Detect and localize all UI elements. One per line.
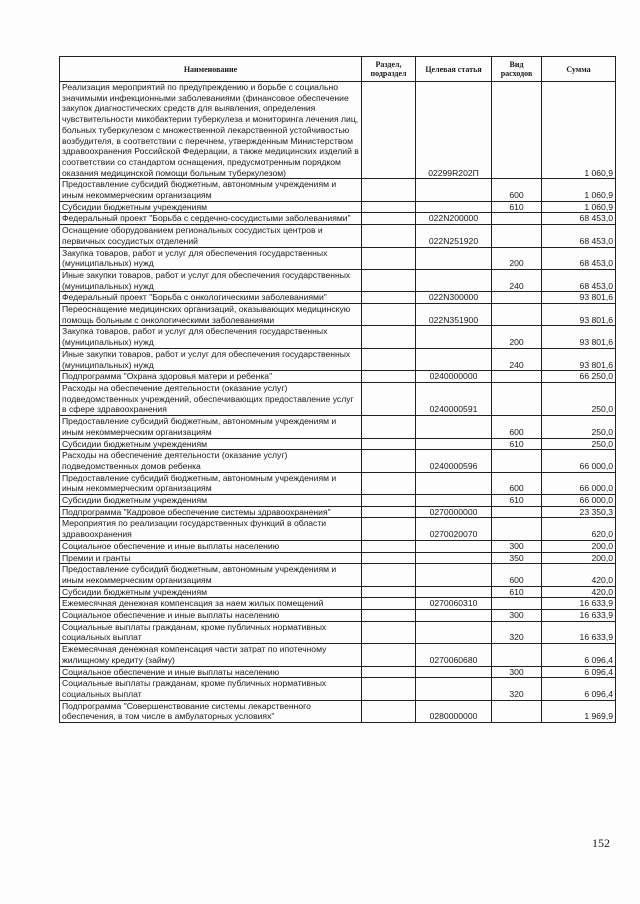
table-row [60,382,616,415]
cell-expense: 200 [492,326,542,348]
table-row [60,540,616,552]
cell-target: 0270060680 [416,644,492,666]
cell-section [362,269,416,291]
cell-section [362,201,416,213]
cell-section [362,450,416,472]
cell-section [362,610,416,622]
cell-section [362,225,416,247]
table-row [60,666,616,678]
cell-section [362,304,416,326]
cell-section [362,438,416,450]
cell-name: Федеральный проект "Борьба с сердечно-сосудистыми заболеваниями" [60,213,362,225]
cell-expense [492,518,542,540]
cell-sum: 200,0 [542,552,616,564]
cell-expense [492,506,542,518]
cell-expense [492,292,542,304]
cell-sum: 93 801,6 [542,304,616,326]
cell-target: 0240000000 [416,371,492,383]
cell-target [416,621,492,643]
cell-expense [492,213,542,225]
cell-target: 0240000596 [416,450,492,472]
cell-expense: 600 [492,564,542,586]
table-row [60,326,616,348]
table-row [60,518,616,540]
cell-target: 0270000000 [416,506,492,518]
cell-sum: 68 453,0 [542,213,616,225]
cell-name: Иные закупки товаров, работ и услуг для обеспечения государственных (муниципальных) нужд [60,269,362,291]
table-row [60,495,616,507]
cell-section [362,179,416,201]
cell-name: Субсидии бюджетным учреждениям [60,495,362,507]
cell-name: Предоставление субсидий бюджетным, автономным учреждениям и иным некоммерческим организациям [60,472,362,494]
cell-name: Оснащение оборудованием региональных сосудистых центров и первичных сосудистых отделений [60,225,362,247]
cell-target [416,472,492,494]
cell-sum: 68 453,0 [542,225,616,247]
cell-expense: 600 [492,472,542,494]
cell-section [362,247,416,269]
cell-name: Субсидии бюджетным учреждениям [60,586,362,598]
cell-sum: 250,0 [542,438,616,450]
cell-section [362,700,416,722]
cell-expense [492,700,542,722]
cell-name: Реализация мероприятий по предупреждению и борьбе с социально значимыми инфекционными заболеваниями (финансовое обеспечение закупок диагностических средств для выявления, определения чувствительности микобактерии туберкулеза и мониторинга лечения лиц, больных туберкулезом с множественной лекарственной устойчивостью возбудителя, в соответствии с перечнем, утвержденным Министерством здравоохранения Российской Федерации, а также медицинских изделий в соответствии со стандартом оснащения, предусмотренным порядком оказания медицинской помощи больным туберкулезом) [60,82,362,179]
cell-expense [492,382,542,415]
cell-expense: 300 [492,540,542,552]
table-row [60,247,616,269]
cell-target [416,201,492,213]
cell-name: Социальные выплаты гражданам, кроме публичных нормативных социальных выплат [60,678,362,700]
header-expense: Вид расходов [492,57,542,82]
cell-target: 0280000000 [416,700,492,722]
table-row [60,506,616,518]
cell-sum: 1 060,9 [542,82,616,179]
cell-section [362,540,416,552]
cell-expense [492,225,542,247]
cell-target [416,326,492,348]
cell-target [416,564,492,586]
cell-sum: 620,0 [542,518,616,540]
cell-target [416,552,492,564]
cell-expense: 200 [492,247,542,269]
header-name: Наименование [60,57,362,82]
cell-target [416,247,492,269]
cell-section [362,678,416,700]
cell-target: 022N200000 [416,213,492,225]
cell-section [362,326,416,348]
cell-name: Ежемесячная денежная компенсация части затрат по ипотечному жилищному кредиту (займу) [60,644,362,666]
cell-target [416,540,492,552]
cell-expense [492,82,542,179]
cell-sum: 66 000,0 [542,450,616,472]
cell-section [362,416,416,438]
table-row [60,213,616,225]
cell-sum: 68 453,0 [542,269,616,291]
cell-expense: 240 [492,269,542,291]
table-header-row [60,57,616,82]
cell-expense [492,304,542,326]
header-target: Целевая статья [416,57,492,82]
cell-expense [492,450,542,472]
table-row [60,700,616,722]
cell-name: Расходы на обеспечение деятельности (оказание услуг) подведомственных домов ребенка [60,450,362,472]
table-row [60,348,616,370]
cell-sum: 16 633,9 [542,610,616,622]
cell-target: 0270020070 [416,518,492,540]
cell-section [362,598,416,610]
cell-name: Предоставление субсидий бюджетным, автономным учреждениям и иным некоммерческим организациям [60,179,362,201]
cell-sum: 66 000,0 [542,472,616,494]
cell-sum: 1 060,9 [542,179,616,201]
cell-sum: 68 453,0 [542,247,616,269]
cell-section [362,552,416,564]
cell-section [362,495,416,507]
table-row [60,598,616,610]
table-row [60,621,616,643]
cell-name: Закупка товаров, работ и услуг для обеспечения государственных (муниципальных) нужд [60,326,362,348]
cell-expense: 610 [492,495,542,507]
cell-target [416,438,492,450]
cell-target: 022N300000 [416,292,492,304]
cell-sum: 6 096,4 [542,644,616,666]
cell-sum: 93 801,6 [542,326,616,348]
cell-section [362,472,416,494]
cell-name: Переоснащение медицинских организаций, оказывающих медицинскую помощь больным с онкологическими заболеваниями [60,304,362,326]
cell-sum: 93 801,6 [542,348,616,370]
cell-name: Социальные выплаты гражданам, кроме публичных нормативных социальных выплат [60,621,362,643]
cell-section [362,666,416,678]
cell-target [416,610,492,622]
cell-expense: 300 [492,666,542,678]
table-row [60,586,616,598]
cell-target [416,179,492,201]
cell-sum: 200,0 [542,540,616,552]
cell-sum: 420,0 [542,586,616,598]
table-row [60,416,616,438]
cell-target [416,416,492,438]
cell-name: Подпрограмма "Совершенствование системы лекарственного обеспечения, в том числе в амбулаторных условиях" [60,700,362,722]
cell-expense [492,644,542,666]
cell-target [416,269,492,291]
cell-expense: 300 [492,610,542,622]
cell-expense: 600 [492,416,542,438]
table-row [60,644,616,666]
cell-sum: 1 969,9 [542,700,616,722]
cell-name: Субсидии бюджетным учреждениям [60,201,362,213]
cell-target [416,348,492,370]
cell-target: 022N351900 [416,304,492,326]
cell-name: Ежемесячная денежная компенсация за наем жилых помещений [60,598,362,610]
header-section: Раздел, подраздел [362,57,416,82]
page-number: 152 [592,836,610,850]
cell-name: Федеральный проект "Борьба с онкологическими заболеваниями" [60,292,362,304]
table-row [60,472,616,494]
cell-expense [492,371,542,383]
cell-section [362,621,416,643]
cell-target: 0240000591 [416,382,492,415]
table-row [60,610,616,622]
cell-sum: 6 096,4 [542,666,616,678]
cell-target [416,586,492,598]
cell-expense: 610 [492,438,542,450]
cell-section [362,518,416,540]
cell-section [362,82,416,179]
cell-section [362,382,416,415]
cell-sum: 250,0 [542,416,616,438]
cell-sum: 16 633,9 [542,621,616,643]
cell-expense: 320 [492,621,542,643]
cell-sum: 6 096,4 [542,678,616,700]
table-row [60,438,616,450]
cell-name: Премии и гранты [60,552,362,564]
table-row [60,304,616,326]
cell-name: Иные закупки товаров, работ и услуг для обеспечения государственных (муниципальных) нужд [60,348,362,370]
cell-target [416,678,492,700]
cell-expense: 350 [492,552,542,564]
cell-sum: 93 801,6 [542,292,616,304]
cell-expense: 240 [492,348,542,370]
cell-name: Социальное обеспечение и иные выплаты населению [60,540,362,552]
cell-section [362,348,416,370]
cell-section [362,644,416,666]
table-row [60,225,616,247]
table-row [60,179,616,201]
table-row [60,269,616,291]
cell-name: Мероприятия по реализации государственных функций в области здравоохранения [60,518,362,540]
cell-section [362,564,416,586]
cell-expense: 610 [492,586,542,598]
cell-expense: 610 [492,201,542,213]
table-row [60,82,616,179]
budget-table [59,56,616,723]
table-row [60,450,616,472]
table-row [60,371,616,383]
cell-name: Субсидии бюджетным учреждениям [60,438,362,450]
cell-expense: 600 [492,179,542,201]
cell-section [362,213,416,225]
cell-sum: 23 350,3 [542,506,616,518]
cell-target: 0270060310 [416,598,492,610]
table-row [60,201,616,213]
table-row [60,564,616,586]
table-body [60,82,616,723]
cell-section [362,371,416,383]
cell-target: 022N251920 [416,225,492,247]
cell-sum: 1 060,9 [542,201,616,213]
cell-section [362,292,416,304]
cell-sum: 250,0 [542,382,616,415]
cell-name: Социальное обеспечение и иные выплаты населению [60,666,362,678]
cell-name: Предоставление субсидий бюджетным, автономным учреждениям и иным некоммерческим организациям [60,564,362,586]
cell-name: Закупка товаров, работ и услуг для обеспечения государственных (муниципальных) нужд [60,247,362,269]
cell-name: Подпрограмма "Кадровое обеспечение системы здравоохранения" [60,506,362,518]
cell-sum: 16 633,9 [542,598,616,610]
cell-target: 02299R202П [416,82,492,179]
cell-target [416,666,492,678]
cell-name: Расходы на обеспечение деятельности (оказание услуг) подведомственных учреждений, обеспечивающих предоставление услуг в сфере здравоохранения [60,382,362,415]
cell-expense [492,598,542,610]
cell-section [362,506,416,518]
cell-target [416,495,492,507]
cell-name: Социальное обеспечение и иные выплаты населению [60,610,362,622]
cell-section [362,586,416,598]
cell-expense: 320 [492,678,542,700]
cell-sum: 420,0 [542,564,616,586]
cell-sum: 66 000,0 [542,495,616,507]
cell-name: Подпрограмма "Охрана здоровья матери и ребенка" [60,371,362,383]
table-row [60,552,616,564]
cell-name: Предоставление субсидий бюджетным, автономным учреждениям и иным некоммерческим организациям [60,416,362,438]
header-sum: Сумма [542,57,616,82]
cell-sum: 66 250,0 [542,371,616,383]
table-row [60,678,616,700]
table-row [60,292,616,304]
